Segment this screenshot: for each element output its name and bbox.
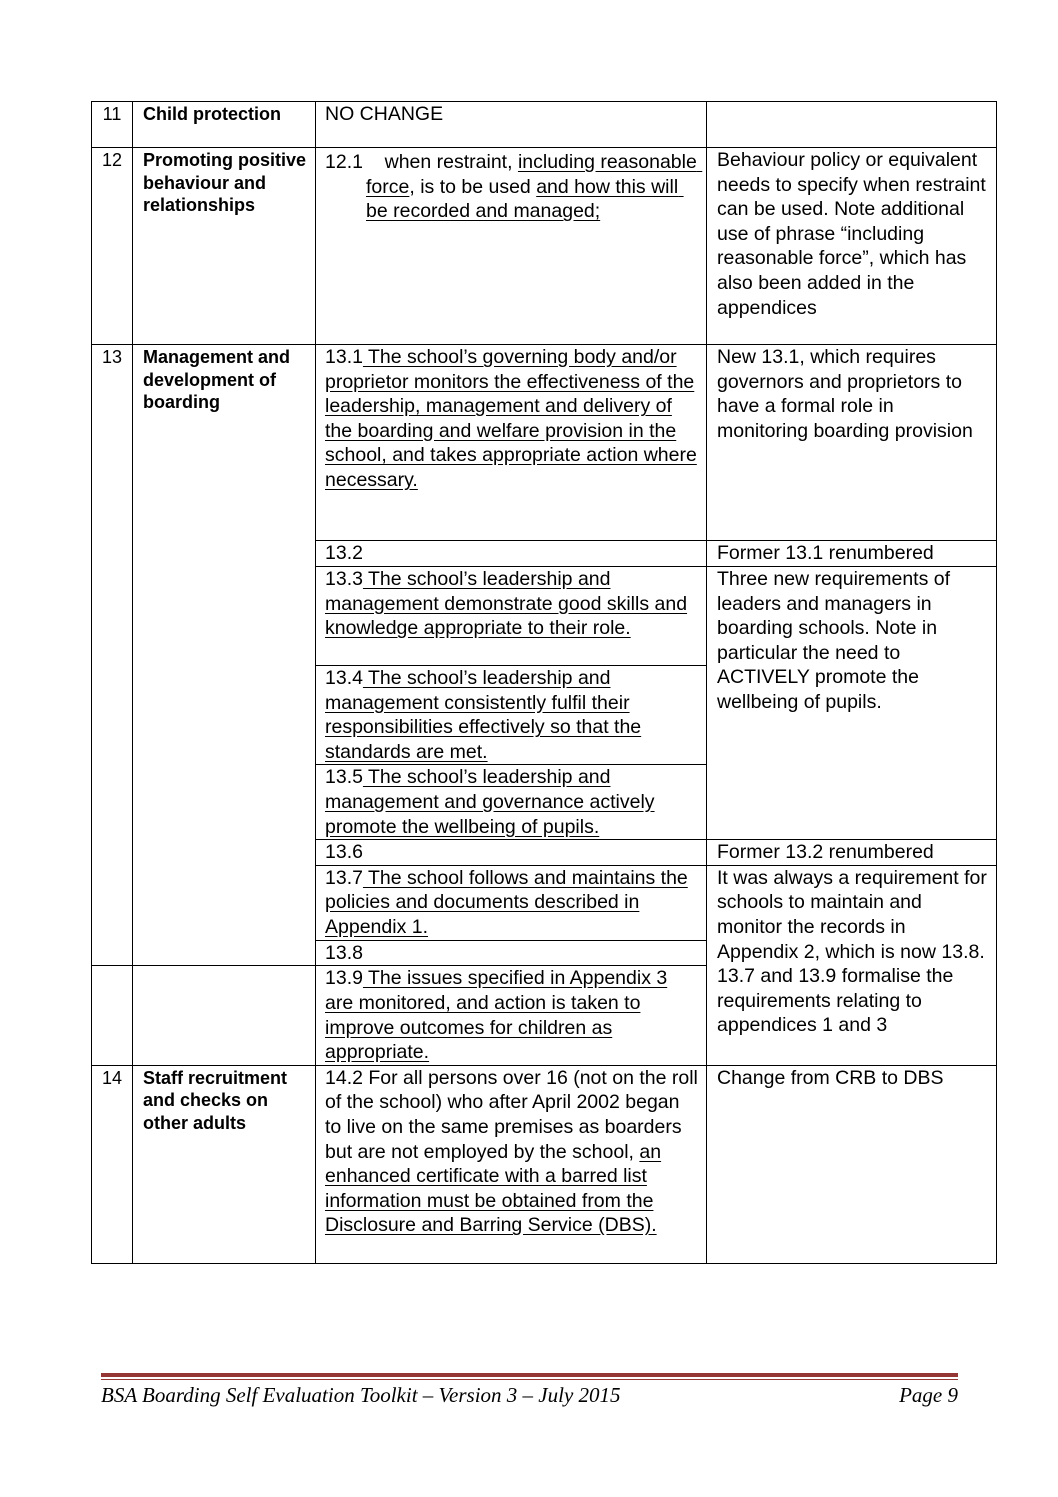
requirement-text	[316, 865, 707, 940]
table-row-13-1	[92, 345, 997, 541]
table-row-14	[92, 1065, 997, 1263]
note-text: New 13.1, which requires governors and proprietors to have a formal role in monitoring boarding provision	[707, 345, 997, 541]
req-underlined: The school’s leadership and management consistently fulfil their responsibilities effectively so that the standards are met.	[325, 667, 642, 763]
changes-table	[91, 101, 997, 1264]
req-underlined: The school’s leadership and management demonstrate good skills and knowledge appropriate to their role.	[325, 568, 688, 640]
req-underlined: The school’s leadership and management and governance actively promote the wellbeing of pupils.	[325, 766, 655, 838]
requirement-text	[316, 765, 707, 840]
req-underlined: an enhanced certificate with a barred list information must be obtained from the Disclosure and Barring Service (DBS).	[325, 1140, 662, 1237]
req-underlined: including reasonable force	[366, 151, 703, 198]
note-text: Behaviour policy or equivalent needs to specify when restraint can be used. Note additional use of phrase “including reasonable force”, which has also been added in the appendices	[707, 148, 997, 345]
requirement-text	[316, 567, 707, 666]
requirement-text	[316, 666, 707, 765]
requirement-text	[316, 1065, 707, 1263]
requirement-text	[316, 966, 707, 1065]
req-number: 13.1	[325, 346, 363, 368]
row-number: 11	[92, 102, 133, 148]
req-mid: , is to be used	[409, 175, 537, 198]
req-underlined: The school follows and maintains the policies and documents described in Appendix 1.	[325, 866, 688, 938]
req-number: 13.7	[325, 866, 363, 889]
row-number: 12	[92, 148, 133, 345]
req-number: 13.3	[325, 568, 363, 590]
table-row-12	[92, 148, 997, 345]
note-text: Three new requirements of leaders and managers in boarding schools. Note in particular the need to ACTIVELY promote the wellbeing of pupils.	[707, 567, 997, 840]
note-text: Former 13.1 renumbered	[707, 541, 997, 567]
footer-rule-thin	[101, 1379, 958, 1380]
row-title: Promoting positive behaviour and relationships	[133, 148, 316, 345]
note-text	[707, 102, 997, 148]
row-title: Child protection	[133, 102, 316, 148]
req-plain: 14.2 For all persons over 16 (not on the roll of the school) who after April 2002 began to live on the same premises as boarders but are not employed by the school,	[325, 1066, 698, 1163]
req-prefix: 12.1 when restraint,	[325, 151, 518, 173]
requirement-text	[316, 345, 707, 541]
row-number-continued	[92, 966, 133, 1065]
requirement-text: 13.2	[316, 541, 707, 567]
requirement-text: 13.8	[316, 940, 707, 966]
req-number: 13.4	[325, 667, 363, 689]
note-text: Change from CRB to DBS	[707, 1065, 997, 1263]
row-title-continued	[133, 966, 316, 1065]
requirement-text: NO CHANGE	[316, 102, 707, 148]
footer-document-title: BSA Boarding Self Evaluation Toolkit – Version 3 – July 2015	[101, 1383, 621, 1407]
req-number: 13.9	[325, 967, 363, 990]
note-text: It was always a requirement for schools to maintain and monitor the records in Appendix 2, which is now 13.8. 13.7 and 13.9 formalise the requirements relating to appendices 1 and 3	[707, 865, 997, 1065]
row-title: Management and development of boarding	[133, 345, 316, 966]
footer-page-number: Page 9	[899, 1383, 958, 1407]
req-underlined: The issues specified in Appendix 3 are monitored, and action is taken to improve outcomes for children as appropriate.	[325, 967, 668, 1064]
requirement-text: 13.6	[316, 840, 707, 866]
req-underlined: and how this will be recorded and managed;	[366, 175, 684, 223]
table-row-11	[92, 102, 997, 148]
note-text: Former 13.2 renumbered	[707, 840, 997, 866]
requirement-text	[316, 148, 707, 345]
footer-rule-thick	[101, 1373, 958, 1377]
row-number: 14	[92, 1065, 133, 1263]
req-number: 13.5	[325, 766, 363, 789]
req-underlined: The school’s governing body and/or proprietor monitors the effectiveness of the leadership, management and delivery of the boarding and welfare provision in the school, and takes appropriate action where necessary.	[325, 346, 697, 491]
row-number: 13	[92, 345, 133, 966]
row-title: Staff recruitment and checks on other adults	[133, 1065, 316, 1263]
